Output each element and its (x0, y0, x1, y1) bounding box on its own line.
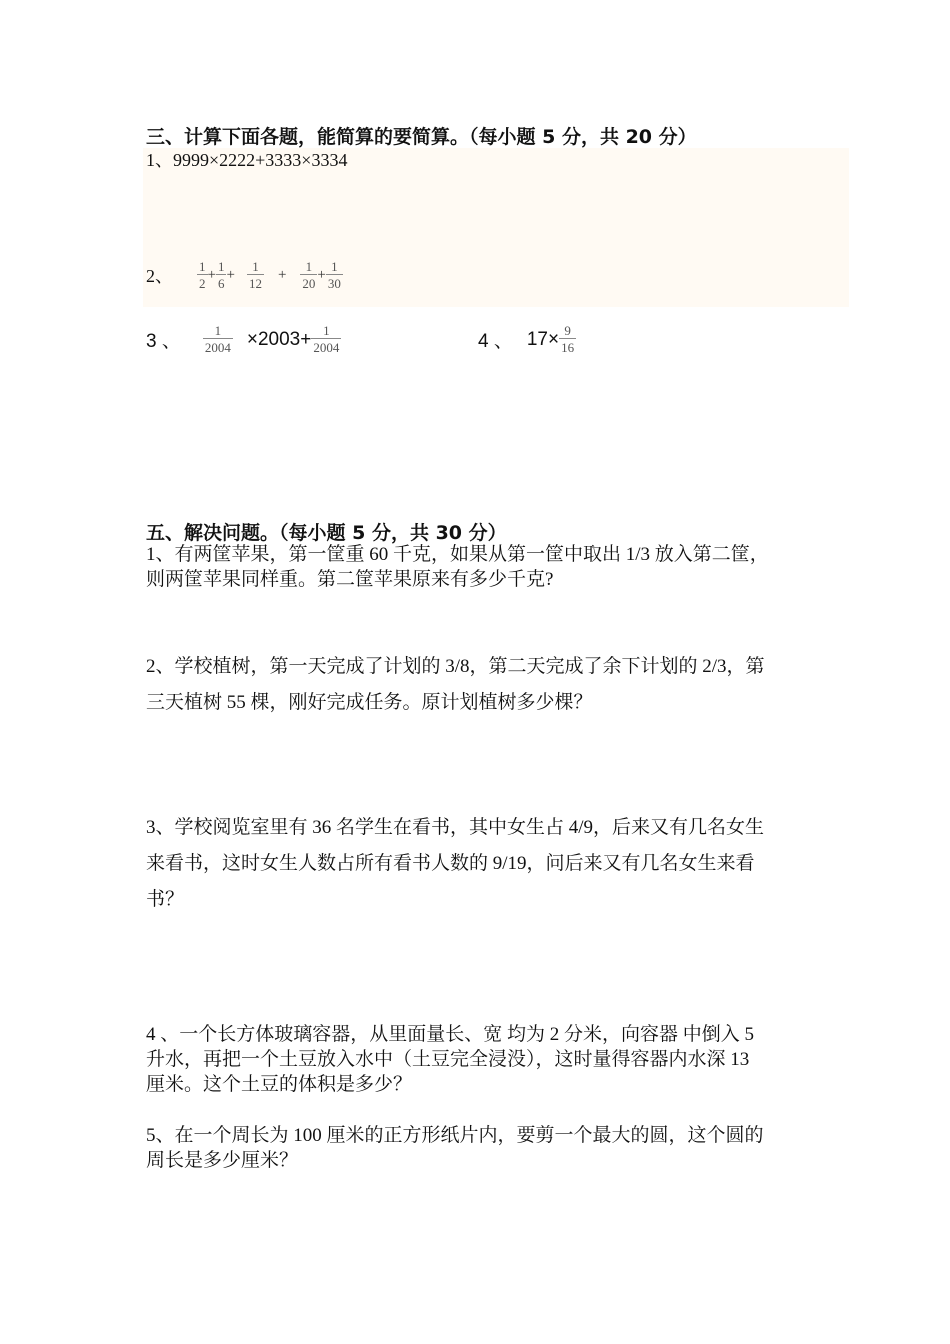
problem-5-line2: 周长是多少厘米？ (146, 1150, 299, 1171)
fraction: $\frac{1}{6}$ (217, 259, 225, 291)
fraction: $\frac{1}{2}$ (199, 259, 206, 291)
section3-heading: 三、计算下面各题，能简算的要简算。（每小题 5 分，共 20 分） (146, 126, 697, 148)
question-1: 1、9999×2222+3333×3334 (146, 150, 348, 170)
question-2-label: 2、 (146, 265, 173, 286)
question-4 (478, 324, 576, 355)
fraction: $\frac{1}{20}$ (302, 259, 316, 291)
problem-2-line2: 三天植树 55 棵，刚好完成任务。原计划植树多少棵？ (146, 692, 593, 713)
question-4-expression: 17× (526, 328, 560, 350)
problem-2-line1: 2、学校植树，第一天完成了计划的 3/8，第二天完成了余下计划的 2/3，第 (146, 656, 765, 677)
question-3-expression: ×2003+ (246, 328, 312, 350)
question-2 (146, 260, 343, 291)
question-3 (146, 324, 341, 355)
fraction: $\frac{1}{2004}$ (313, 323, 340, 355)
question-4-label: 4 、 (478, 331, 513, 352)
problem-3-line3: 书？ (146, 889, 185, 910)
problem-3-line2: 来看书，这时女生人数占所有看书人数的 9/19，问后来又有几名女生来看 (146, 853, 755, 874)
fraction: $\frac{1}{2004}$ (204, 323, 231, 355)
fraction: $\frac{9}{16}$ (561, 323, 575, 355)
fraction: $\frac{1}{12}$ (248, 259, 262, 291)
problem-5-line1: 5、在一个周长为 100 厘米的正方形纸片内，要剪一个最大的圆，这个圆的 (146, 1125, 764, 1146)
problem-3-line1: 3、学校阅览室里有 36 名学生在看书，其中女生占 4/9，后来又有几名女生 (146, 817, 765, 838)
plus-sign: + (207, 267, 216, 283)
problem-1-line1: 1、有两筐苹果，第一筐重 60 千克，如果从第一筐中取出 1/3 放入第二筐， (146, 544, 769, 565)
problem-4-line2: 升水，再把一个土豆放入水中（土豆完全浸没），这时量得容器内水深 13 (146, 1049, 750, 1070)
question-3-label: 3 、 (146, 331, 181, 352)
problem-1-line2: 则两筐苹果同样重。第二筐苹果原来有多少千克? (146, 569, 554, 590)
problem-4-line1: 4 、一个长方体玻璃容器，从里面量长、宽 均为 2 分米，向容器 中倒入 5 (146, 1024, 755, 1045)
problem-4-line3: 厘米。这个土豆的体积是多少？ (146, 1074, 413, 1095)
plus-sign: + (277, 267, 287, 283)
plus-sign: + (317, 267, 326, 283)
section5-heading: 五、解决问题。（每小题 5 分，共 30 分） (146, 522, 507, 544)
fraction: $\frac{1}{30}$ (327, 259, 341, 291)
plus-sign: + (226, 267, 235, 283)
